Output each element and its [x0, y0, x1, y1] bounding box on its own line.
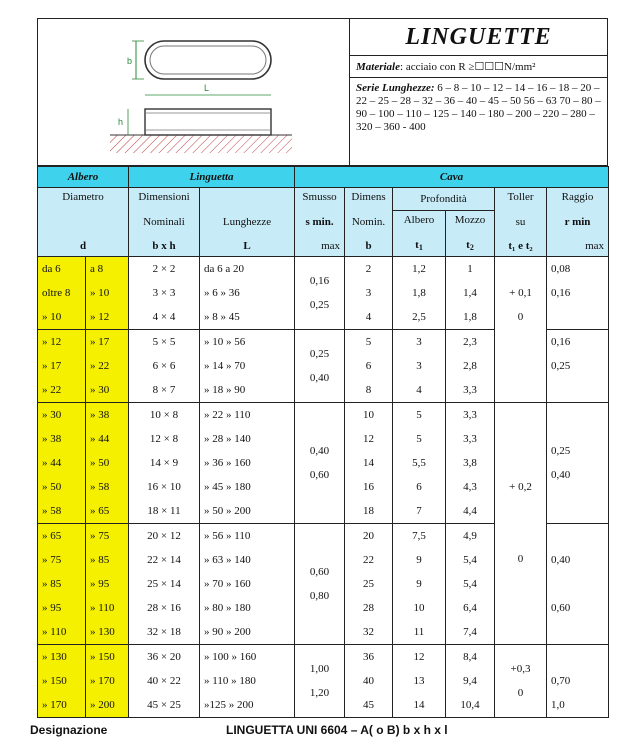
- toller-cell-1: + 0,1 0: [495, 257, 547, 403]
- table-block-5: [38, 645, 609, 718]
- col-raggio: Raggio r min max: [547, 188, 609, 257]
- d-to-cell: » 75 » 85 » 95 » 110 » 130: [86, 524, 129, 645]
- bxh-cell: 36 × 20 40 × 22 45 × 25: [129, 645, 200, 718]
- col-smusso: Smusso s min. max: [295, 188, 345, 257]
- key-drawing-svg: [38, 19, 349, 165]
- b-cell: 5 6 8: [345, 330, 393, 403]
- table-block-3: [38, 403, 609, 524]
- r-cell: 0,70 1,0: [547, 645, 609, 718]
- b-cell: 20 22 25 28 32: [345, 524, 393, 645]
- t2-cell: 8,4 9,4 10,4: [446, 645, 495, 718]
- material-label: Materiale: [356, 61, 400, 73]
- header-block: [37, 18, 608, 166]
- designation-label: Designazione: [30, 723, 108, 737]
- r-cell: 0,40 0,60: [547, 524, 609, 645]
- col-dimens: Dimens Nomin. b: [345, 188, 393, 257]
- length-series: [350, 78, 607, 165]
- t1-cell: 12 13 14: [393, 645, 446, 718]
- r-cell: 0,16 0,25: [547, 330, 609, 403]
- dim-l-label: L: [204, 83, 210, 93]
- toller-cell-3: +0,3 0: [495, 645, 547, 718]
- col-dimensioni: Dimensioni Nominali b x h: [129, 188, 200, 257]
- bxh-cell: 2 × 2 3 × 3 4 × 4: [129, 257, 200, 330]
- b-cell: 10 12 14 16 18: [345, 403, 393, 524]
- material-text: acciaio con R ≥☐☐☐N/mm²: [405, 61, 536, 73]
- t1-cell: 3 3 4: [393, 330, 446, 403]
- table-block-1: [38, 257, 609, 330]
- length-cell: » 56 » 110 » 63 » 140 » 70 » 160 » 80 » 180 » 90 » 200: [200, 524, 295, 645]
- toller-cell-2: + 0,2 0: [495, 403, 547, 645]
- col-diametro: Diametro d: [38, 188, 129, 257]
- bxh-cell: 20 × 12 22 × 14 25 × 14 28 × 16 32 × 18: [129, 524, 200, 645]
- t2-cell: 4,9 5,4 5,4 6,4 7,4: [446, 524, 495, 645]
- dim-h-label: h: [118, 117, 124, 127]
- d-from-cell: » 12 » 17 » 22: [38, 330, 86, 403]
- r-cell: 0,25 0,40: [547, 403, 609, 524]
- key-table: [37, 166, 609, 718]
- length-cell: » 100 » 160 » 110 » 180 »125 » 200: [200, 645, 295, 718]
- t1-cell: 5 5 5,5 6 7: [393, 403, 446, 524]
- dim-b-label: b: [127, 56, 133, 66]
- d-from-cell: » 65 » 75 » 85 » 95 » 110: [38, 524, 86, 645]
- r-cell: 0,08 0,16: [547, 257, 609, 330]
- datasheet: [37, 18, 608, 718]
- smusso-cell: 0,25 0,40: [295, 330, 345, 403]
- t1-cell: 1,2 1,8 2,5: [393, 257, 446, 330]
- smusso-cell: 0,60 0,80: [295, 524, 345, 645]
- col-toller: Toller su t₁ e t₂: [495, 188, 547, 257]
- group-header-row: [38, 167, 609, 188]
- col-lunghezze: Lunghezze L: [200, 188, 295, 257]
- length-cell: » 22 » 110 » 28 » 140 » 36 » 160 » 45 » 180 » 50 » 200: [200, 403, 295, 524]
- smusso-cell: 1,00 1,20: [295, 645, 345, 718]
- t2-cell: 2,3 2,8 3,3: [446, 330, 495, 403]
- key-drawing: [38, 19, 350, 165]
- page-title: LINGUETTE: [350, 19, 607, 56]
- t2-cell: 3,3 3,3 3,8 4,3 4,4: [446, 403, 495, 524]
- bxh-cell: 10 × 8 12 × 8 14 × 9 16 × 10 18 × 11: [129, 403, 200, 524]
- col-profondita: Profondità Albero $t_1$ Mozzo $t_2$: [393, 188, 495, 257]
- group-cava: Cava: [295, 167, 609, 188]
- bxh-cell: 5 × 5 6 × 6 8 × 7: [129, 330, 200, 403]
- smusso-cell: 0,40 0,60: [295, 403, 345, 524]
- smusso-cell: 0,16 0,25: [295, 257, 345, 330]
- material-line: Materiale: acciaio con R ≥☐☐☐N/mm²: [350, 56, 607, 78]
- d-from-cell: » 30 » 38 » 44 » 50 » 58: [38, 403, 86, 524]
- designation-text: LINGUETTA UNI 6604 – A( o B) b x h x l: [226, 723, 448, 737]
- b-cell: 36 40 45: [345, 645, 393, 718]
- b-cell: 2 3 4: [345, 257, 393, 330]
- info-panel: [350, 19, 607, 165]
- d-from-cell: da 6 oltre 8 » 10: [38, 257, 86, 330]
- d-to-cell: » 17 » 22 » 30: [86, 330, 129, 403]
- t1-cell: 7,5 9 9 10 11: [393, 524, 446, 645]
- series-text: 6 – 8 – 10 – 12 – 14 – 16 – 18 – 20 – 22 – 25 – 28 – 32 – 36 – 40 – 45 – 50 56 – 63 70 – 80 – 90 – 100 – 110 – 125 – 140 – 180 – 200 – 220 – 280 – 320 – 360 - 400: [356, 82, 601, 133]
- d-to-cell: » 150 » 170 » 200: [86, 645, 129, 718]
- length-cell: » 10 » 56 » 14 » 70 » 18 » 90: [200, 330, 295, 403]
- d-to-cell: » 38 » 44 » 50 » 58 » 65: [86, 403, 129, 524]
- t2-cell: 1 1,4 1,8: [446, 257, 495, 330]
- column-header-row: [38, 188, 609, 257]
- group-linguetta: Linguetta: [129, 167, 295, 188]
- d-from-cell: » 130 » 150 » 170: [38, 645, 86, 718]
- group-albero: Albero: [38, 167, 129, 188]
- series-label: Serie Lunghezze:: [356, 82, 435, 94]
- length-cell: da 6 a 20 » 6 » 36 » 8 » 45: [200, 257, 295, 330]
- d-to-cell: a 8 » 10 » 12: [86, 257, 129, 330]
